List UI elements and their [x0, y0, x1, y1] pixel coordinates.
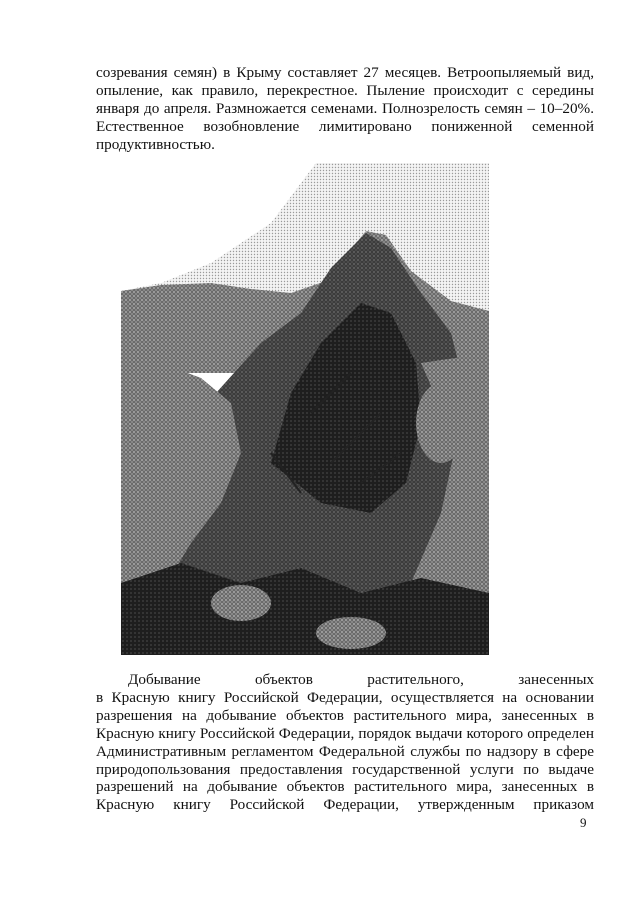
paragraph-top: [96, 64, 594, 154]
text-line: опыление, как правило, перекрестное. Пыление происходит с середины: [96, 81, 594, 99]
text-line: в Красную книгу Российской Федерации, осуществляется на основании: [96, 688, 594, 706]
page-number: 9: [580, 815, 587, 830]
text-line: Административным регламентом Федеральной службы по надзору в сфере: [96, 742, 594, 760]
text-line: разрешений на добывание объектов растительного мира, занесенных в: [96, 778, 594, 796]
text-line: Естественное возобновление лимитировано пониженной семенной: [96, 117, 594, 135]
text-line: созревания семян) в Крыму составляет 27 месяцев. Ветроопыляемый вид,: [96, 64, 594, 81]
text-line: Красную книгу Российской Федерации, порядок выдачи которого определен: [96, 724, 594, 742]
tree-photo: [121, 163, 489, 655]
text-line: января до апреля. Размножается семенами. Полнозрелость семян – 10–20%.: [96, 99, 594, 117]
text-line: Добывание объектов растительного, занесенных: [128, 671, 594, 688]
text-line: продуктивностью.: [96, 135, 215, 153]
paragraph-bottom: [96, 671, 594, 814]
text-line: разрешения на добывание объектов растительного мира, занесенных в: [96, 706, 594, 724]
text-line: Красную книгу Российской Федерации, утвержденным приказом: [96, 796, 594, 814]
text-line: природопользования предоставления государственной услуги по выдаче: [96, 760, 594, 778]
